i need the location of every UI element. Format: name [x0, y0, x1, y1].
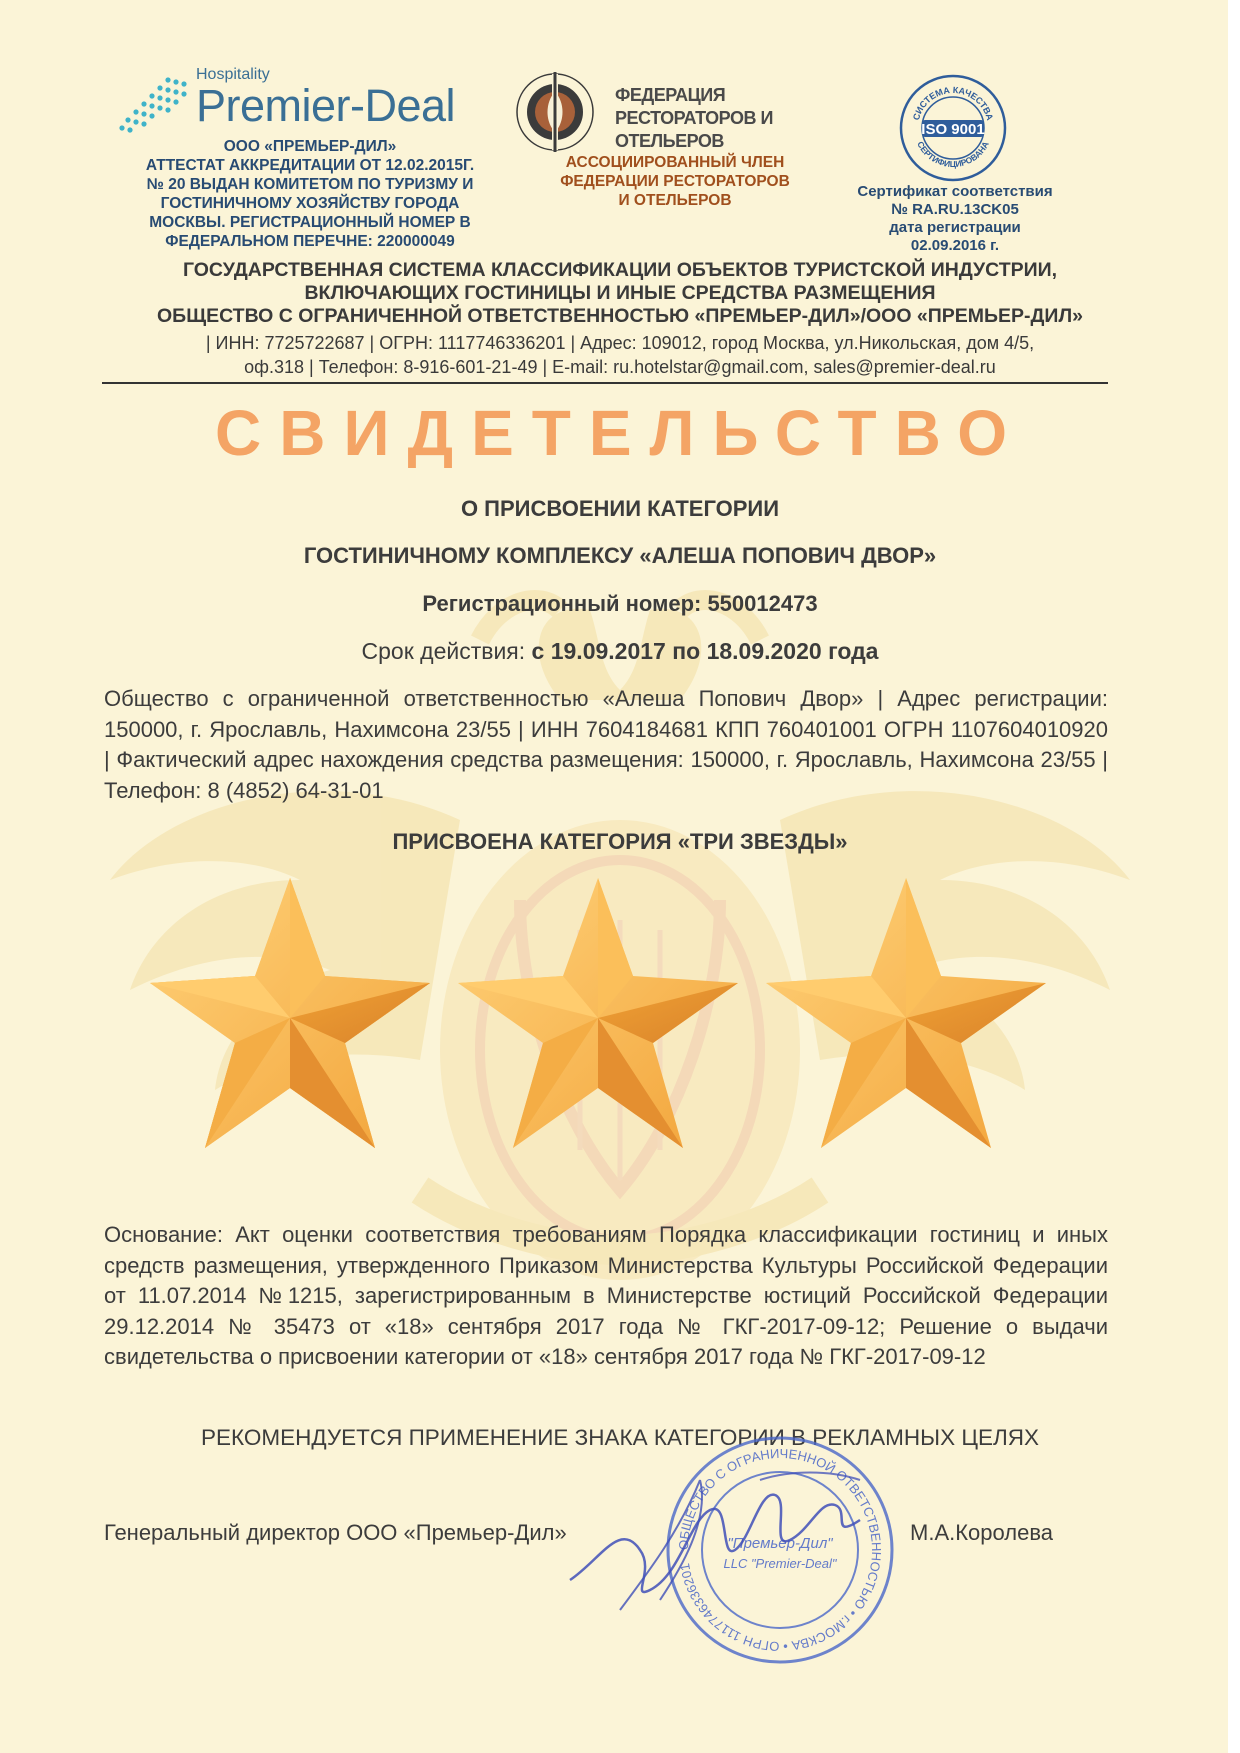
accreditation-line: ООО «ПРЕМЬЕР-ДИЛ»: [223, 138, 397, 155]
certificate-title: СВИДЕТЕЛЬСТВО: [215, 397, 1025, 469]
signer-name: М.А.Королева: [910, 1520, 1054, 1545]
accreditation-line: № 20 ВЫДАН КОМИТЕТОМ ПО ТУРИЗМУ И: [146, 176, 474, 193]
iso-seal-bottom-text: СЕРТИФИЦИРОВАНА: [915, 139, 991, 170]
signer-role: Генеральный директор ООО «Премьер-Дил»: [104, 1520, 567, 1545]
hotel-name: ГОСТИНИЧНОМУ КОМПЛЕКСУ «АЛЕША ПОПОВИЧ ДВОР»: [303, 543, 937, 568]
iso-9001-seal: [898, 73, 1008, 183]
membership-line: ФЕДЕРАЦИИ РЕСТОРАТОРОВ: [560, 173, 790, 190]
registration-number: Регистрационный номер: 550012473: [422, 591, 818, 616]
stamp-center-text: "Премьер-Дил": [727, 1535, 833, 1552]
accreditation-line: МОСКВЫ. РЕГИСТРАЦИОННЫЙ НОМЕР В: [149, 214, 471, 231]
accreditation-line: ФЕДЕРАЛЬНОМ ПЕРЕЧНЕ: 220000049: [165, 233, 455, 250]
logo-tagline: Hospitality: [196, 66, 270, 83]
validity-dates: с 19.09.2017 по 18.09.2020 года: [531, 638, 879, 664]
issuer-details: [60, 331, 1180, 379]
accreditation-line: АТТЕСТАТ АККРЕДИТАЦИИ ОТ 12.02.2015Г.: [145, 157, 475, 174]
federation-membership: [535, 153, 815, 210]
premier-deal-logo: [118, 66, 518, 136]
classification-line: ВКЛЮЧАЮЩИХ ГОСТИНИЦЫ И ИНЫЕ СРЕДСТВА РАЗМЕЩЕНИЯ: [304, 282, 936, 304]
federation-emblem-icon: [515, 68, 595, 156]
scan-edge: [1228, 0, 1240, 1753]
basis-text: Основание: Акт оценки соответствия требованиям Порядка классификации гостиниц и иных средств размещения, утвержденного Приказом Министерства Культуры Российской Федерации от 11.07.2014 №1215, зарегистрированным в Министерстве юстиций Российской Федерации 29.12.2014 № 35473 от «18» сентября 2017 года № ГКГ-2017-09-12; Решение о выдачи свидетельства о присвоении категории от «18» сентября 2017 года № ГКГ-2017-09-12: [104, 1222, 1108, 1369]
membership-line: И ОТЕЛЬЕРОВ: [618, 192, 732, 209]
iso-seal-center-text: ISO 9001: [921, 121, 985, 138]
accreditation-line: ГОСТИНИЧНОМУ ХОЗЯЙСТВУ ГОРОДА: [160, 195, 460, 212]
federation-name-line: РЕСТОРАТОРОВ И ОТЕЛЬЕРОВ: [615, 108, 773, 151]
category-stars: [140, 868, 1100, 1168]
validity-period: [60, 638, 1180, 665]
director-signature: [560, 1460, 880, 1620]
iso-caption-line: дата регистрации: [889, 219, 1021, 236]
issuer-details-line: | ИНН: 7725722687 | ОГРН: 1117746336201 | Адрес: 109012, город Москва, ул.Никольская, дом 4/5,: [205, 333, 1035, 353]
assigned-category: ПРИСВОЕНА КАТЕГОРИЯ «ТРИ ЗВЕЗДЫ»: [392, 829, 848, 854]
classification-line: ГОСУДАРСТВЕННАЯ СИСТЕМА КЛАССИФИКАЦИИ ОБЪЕКТОВ ТУРИСТСКОЙ ИНДУСТРИИ,: [182, 259, 1058, 281]
classification-line: ОБЩЕСТВО С ОГРАНИЧЕННОЙ ОТВЕТСТВЕННОСТЬЮ «ПРЕМЬЕР-ДИЛ»/ООО «ПРЕМЬЕР-ДИЛ»: [157, 305, 1083, 327]
stamp-ring-text: ОБЩЕСТВО С ОГРАНИЧЕННОЙ ОТВЕТСТВЕННОСТЬЮ • г.МОСКВА • ОГРН 1117746336201: [675, 1445, 885, 1655]
stamp-center-text-latin: LLC "Premier-Deal": [723, 1556, 837, 1571]
validity-label: Срок действия:: [361, 638, 526, 664]
header-divider: [102, 382, 1108, 384]
certificate-subtitle: О ПРИСВОЕНИИ КАТЕГОРИИ: [460, 496, 780, 521]
issuer-details-line: оф.318 | Телефон: 8-916-601-21-49 | E-mail: ru.hotelstar@gmail.com, sales@premier-deal.ru: [244, 357, 996, 377]
organization-details: Общество с ограниченной ответственностью «Алеша Попович Двор» | Адрес регистрации: 150000, г. Ярославль, Нахимсона 23/55 | ИНН 7604184681 КПП 760401001 ОГРН 1107604010920 | Фактический адрес нахождения средства размещения: 150000, г. Ярославль, Нахимсона 23/55 | Телефон: 8 (4852) 64-31-01: [104, 686, 1108, 803]
category-star: [150, 878, 430, 1148]
federation-name: [615, 84, 835, 153]
classification-title: [60, 259, 1180, 328]
iso-caption-line: № RA.RU.13CK05: [891, 201, 1019, 218]
iso-seal-top-text: СИСТЕМА КАЧЕСТВА: [910, 84, 996, 122]
recommendation: РЕКОМЕНДУЕТСЯ ПРИМЕНЕНИЕ ЗНАКА КАТЕГОРИИ В РЕКЛАМНЫХ ЦЕЛЯХ: [200, 1425, 1040, 1450]
federation-name-line: ФЕДЕРАЦИЯ: [615, 85, 726, 105]
category-star: [766, 878, 1046, 1148]
iso-certificate-info: [830, 183, 1080, 255]
iso-caption-line: Сертификат соответствия: [857, 183, 1053, 200]
membership-line: АССОЦИИРОВАННЫЙ ЧЛЕН: [565, 154, 785, 171]
logo-wordmark: Premier-Deal: [196, 80, 456, 131]
dots-mark-icon: [118, 70, 198, 140]
iso-caption-line: 02.09.2016 г.: [910, 237, 1000, 254]
category-star: [458, 878, 738, 1148]
accreditation-info: [90, 137, 530, 251]
